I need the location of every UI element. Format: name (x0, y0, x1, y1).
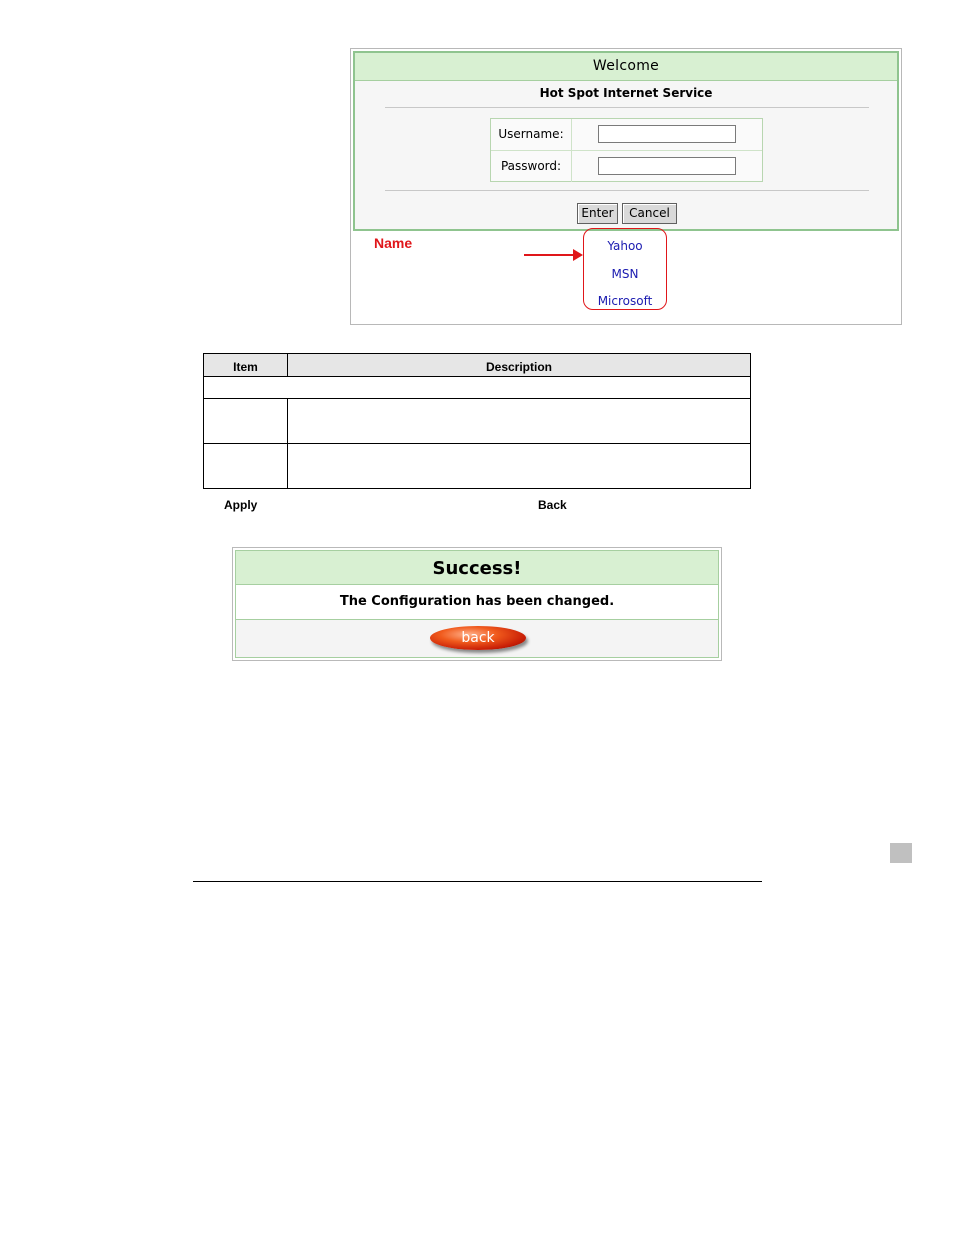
credentials-table (490, 118, 763, 182)
back-note: Back (538, 498, 567, 512)
column-header-item: Item (204, 354, 288, 376)
success-title: Success! (236, 551, 718, 585)
footer-rule (193, 881, 762, 882)
name-annotation-label: Name (374, 235, 413, 251)
item-description-table (203, 353, 751, 489)
name-links-box (583, 228, 667, 310)
link-microsoft[interactable]: Microsoft (597, 294, 653, 308)
login-screenshot-figure (350, 48, 902, 325)
page-marker (890, 843, 912, 863)
table-header-row (204, 354, 750, 377)
divider-top (385, 107, 869, 108)
back-button[interactable]: back (430, 626, 526, 650)
cancel-button[interactable]: Cancel (622, 203, 677, 224)
password-label: Password: (491, 151, 572, 182)
link-msn[interactable]: MSN (611, 267, 639, 281)
username-input[interactable] (598, 125, 736, 143)
apply-note: Apply (224, 498, 258, 512)
login-header: Welcome (355, 53, 897, 81)
arrow-line (524, 254, 574, 256)
table-column-divider (287, 398, 288, 488)
enter-button[interactable]: Enter (577, 203, 618, 224)
table-row-divider (204, 443, 750, 444)
service-title: Hot Spot Internet Service (539, 86, 713, 100)
success-footer (236, 620, 718, 657)
username-row (491, 119, 762, 150)
success-message: The Configuration has been changed. (236, 585, 718, 620)
divider-bottom (385, 190, 869, 191)
login-panel (353, 51, 899, 231)
password-row (491, 150, 762, 182)
password-input[interactable] (598, 157, 736, 175)
arrow-right-icon (573, 249, 583, 261)
username-label: Username: (491, 119, 572, 150)
column-header-description: Description (485, 360, 552, 374)
link-yahoo[interactable]: Yahoo (607, 239, 643, 253)
success-screenshot-figure (232, 547, 722, 661)
success-panel (235, 550, 719, 658)
table-row-divider (204, 398, 750, 399)
